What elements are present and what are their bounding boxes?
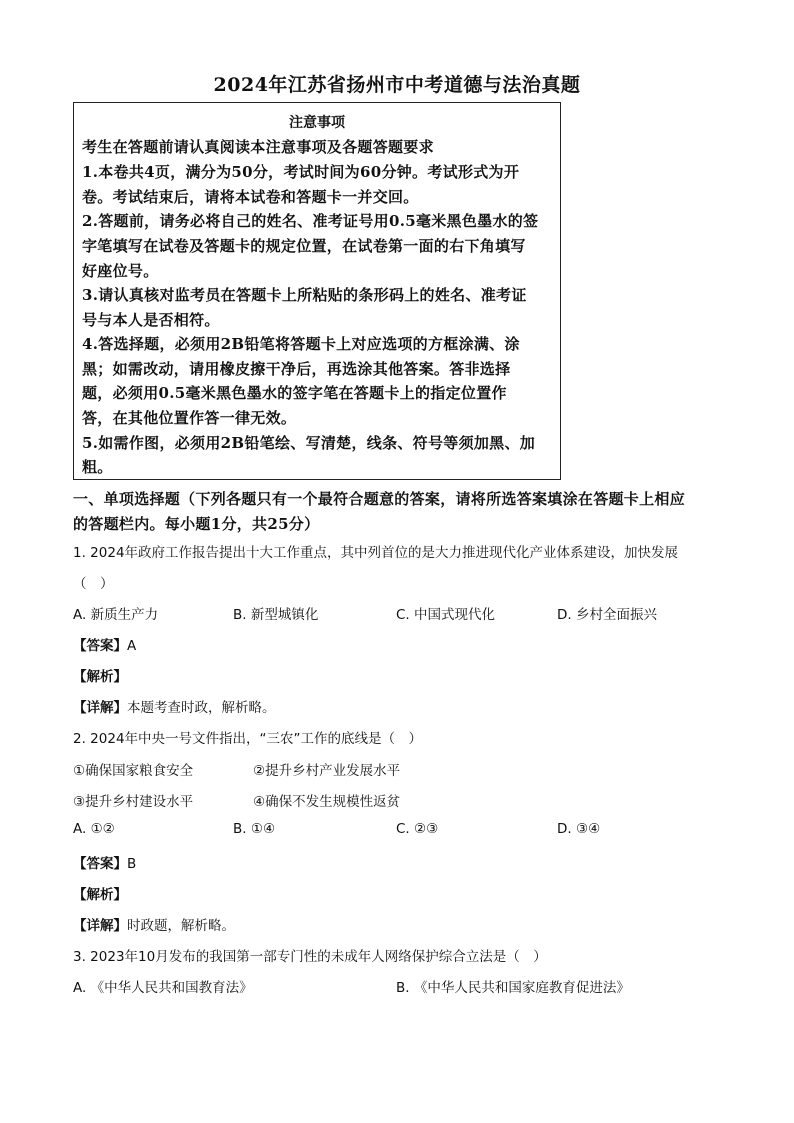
notice-line: 考生在答题前请认真阅读本注意事项及各题答题要求 [82, 138, 434, 156]
question-stem: 2. 2024年中央一号文件指出，“三农”工作的底线是（ ） [73, 731, 423, 747]
option-a: A. ①② [73, 821, 115, 837]
option-d: D. 乡村全面振兴 [557, 607, 657, 623]
section-heading: 一、单项选择题（下列各题只有一个最符合题意的答案，请将所选答案填涂在答题卡上相应 [73, 490, 686, 508]
question-stem: 1. 2024年政府工作报告提出十大工作重点，其中列首位的是大力推进现代化产业体系建设，加快发展 [73, 545, 679, 561]
notice-line: 号与本人是否相符。 [82, 311, 220, 329]
question-stem: 3. 2023年10月发布的我国第一部专门性的未成年人网络保护综合立法是（ ） [73, 949, 547, 965]
statement-3: ③提升乡村建设水平 [73, 794, 194, 810]
answer-value: B [127, 856, 137, 872]
detail-tag: 【详解】 [73, 700, 127, 716]
option-a: A. 《中华人民共和国教育法》 [73, 980, 253, 996]
option-c: C. 中国式现代化 [396, 607, 496, 623]
notice-line: 卷。考试结束后，请将本试卷和答题卡一并交回。 [82, 188, 419, 206]
detail-text: 时政题，解析略。 [127, 918, 235, 934]
detail-text: 本题考查时政，解析略。 [127, 700, 276, 716]
option-d: D. ③④ [557, 821, 601, 837]
notice-line: 答，在其他位置作答一律无效。 [82, 409, 297, 427]
statement-2: ②提升乡村产业发展水平 [253, 763, 401, 779]
analysis-tag: 【解析】 [73, 669, 127, 685]
answer-value: A [127, 638, 137, 654]
option-b: B. 新型城镇化 [233, 607, 319, 623]
notice-line: 5.如需作图，必须用2B铅笔绘、写清楚，线条、符号等须加黑、加 [82, 434, 536, 452]
notice-line: 2.答题前，请务必将自己的姓名、准考证号用0.5毫米黑色墨水的签 [82, 212, 539, 230]
notice-title: 注意事项 [289, 115, 345, 131]
notice-line: 好座位号。 [82, 262, 159, 280]
section-heading: 的答题栏内。每小题1分，共25分） [73, 515, 320, 533]
option-b: B. 《中华人民共和国家庭教育促进法》 [396, 980, 630, 996]
answer-line [73, 852, 136, 872]
notice-line: 黑；如需改动，请用橡皮擦干净后，再选涂其他答案。答非选择 [82, 360, 511, 378]
analysis-line [73, 883, 127, 903]
option-b: B. ①④ [233, 821, 276, 837]
answer-tag: 【答案】 [73, 856, 127, 872]
notice-line: 题，必须用0.5毫米黑色墨水的签字笔在答题卡上的指定位置作 [82, 384, 507, 402]
notice-line: 4.答选择题，必须用2B铅笔将答题卡上对应选项的方框涂满、涂 [82, 335, 520, 353]
question-blank: （ ） [73, 576, 114, 592]
analysis-line [73, 665, 127, 685]
analysis-tag: 【解析】 [73, 887, 127, 903]
option-a: A. 新质生产力 [73, 607, 159, 623]
statement-1: ①确保国家粮食安全 [73, 763, 194, 779]
notice-line: 字笔填写在试卷及答题卡的规定位置，在试卷第一面的右下角填写 [82, 237, 526, 255]
option-c: C. ②③ [396, 821, 439, 837]
notice-line: 3.请认真核对监考员在答题卡上所粘贴的条形码上的姓名、准考证 [82, 286, 527, 304]
answer-line [73, 634, 136, 654]
page-title: 2024年江苏省扬州市中考道德与法治真题 [213, 74, 581, 96]
detail-line [73, 696, 276, 716]
notice-line: 粗。 [82, 458, 113, 476]
detail-line [73, 914, 235, 934]
answer-tag: 【答案】 [73, 638, 127, 654]
statement-4: ④确保不发生规模性返贫 [253, 794, 401, 810]
notice-line: 1.本卷共4页，满分为50分，考试时间为60分钟。考试形式为开 [82, 163, 520, 181]
notice-box [73, 102, 561, 480]
detail-tag: 【详解】 [73, 918, 127, 934]
